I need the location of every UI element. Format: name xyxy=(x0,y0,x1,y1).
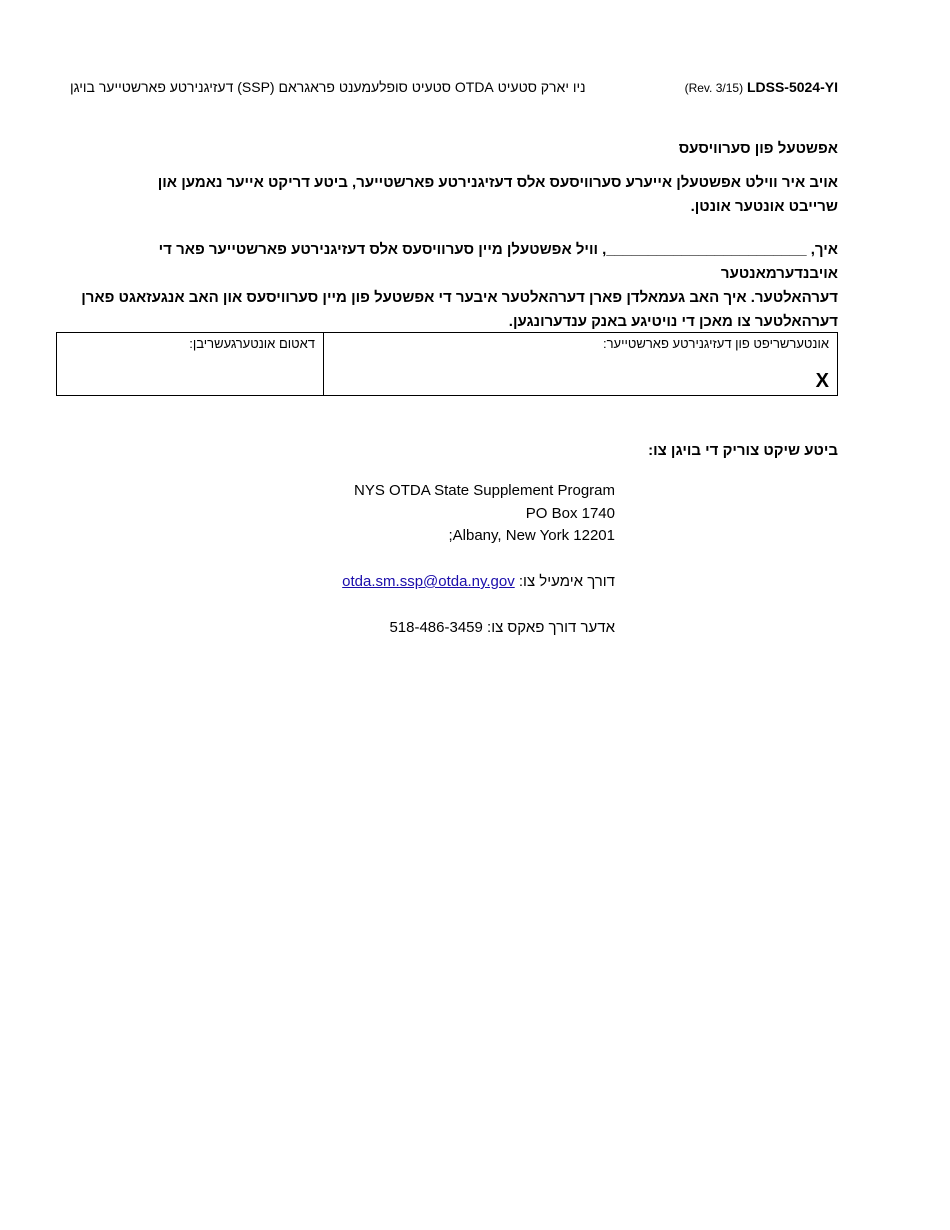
signature-label: אונטערשריפט פון דעזיגנירטע פארשטייער: xyxy=(603,336,829,351)
declaration-line: דערהאלטער. איך האב געמאלדן פארן דערהאלטער איבער די אפשטעל פון מיין סערוויסעס און האב אנגעזאגט פארן xyxy=(81,289,838,306)
mailing-address xyxy=(354,480,615,548)
form-title: ניו יארק סטעיט OTDA סטעיט סופלעמענט פראגראם (SSP) דעזיגנירטע פארשטייער בויגן xyxy=(70,79,586,95)
signature-field[interactable] xyxy=(324,333,837,395)
section-heading: אפשטעל פון סערוויסעס xyxy=(678,140,838,157)
declaration-paragraph xyxy=(58,238,838,334)
form-id xyxy=(685,79,838,95)
intro-instructions: אויב איר ווילט אפשטעלן אייערע סערוויסעס אלס דעזיגנירטע פארשטייער, ביטע דריקט אייער נאמען און שרייבט אונטער אונטן. xyxy=(157,174,838,215)
email-label: דורך אימעיל צו: xyxy=(518,573,615,590)
form-revision: (Rev. 3/15) xyxy=(684,81,744,95)
email-link[interactable]: otda.sm.ssp@otda.ny.gov xyxy=(342,573,515,590)
address-line: PO Box 1740 xyxy=(525,504,615,522)
address-line: NYS OTDA State Supplement Program xyxy=(354,482,615,499)
date-signed-field[interactable] xyxy=(57,333,324,395)
date-signed-label: דאטום אונטערגעשריבן: xyxy=(189,336,315,351)
declaration-line: דערהאלטער צו מאכן די נויטיגע באנק ענדערונגען. xyxy=(508,313,838,330)
fax-number: 518-486-3459 xyxy=(389,619,483,636)
signature-mark: X xyxy=(815,370,829,392)
declaration-line: איך, ________________________, וויל אפשטעלן מיין סערוויסעס אלס דעזיגנירטע פארשטייער פאר די אויבנדערמאנטער xyxy=(158,241,838,282)
form-number: LDSS-5024-YI xyxy=(746,79,838,95)
email-contact xyxy=(342,573,615,590)
page-header xyxy=(70,79,838,99)
fax-contact xyxy=(389,619,615,636)
fax-label: אדער דורך פאקס צו: xyxy=(487,619,615,636)
address-line: ;Albany, New York 12201 xyxy=(448,527,615,544)
signature-table xyxy=(56,332,838,396)
mail-heading: ביטע שיקט צוריק די בויגן צו: xyxy=(648,442,838,459)
